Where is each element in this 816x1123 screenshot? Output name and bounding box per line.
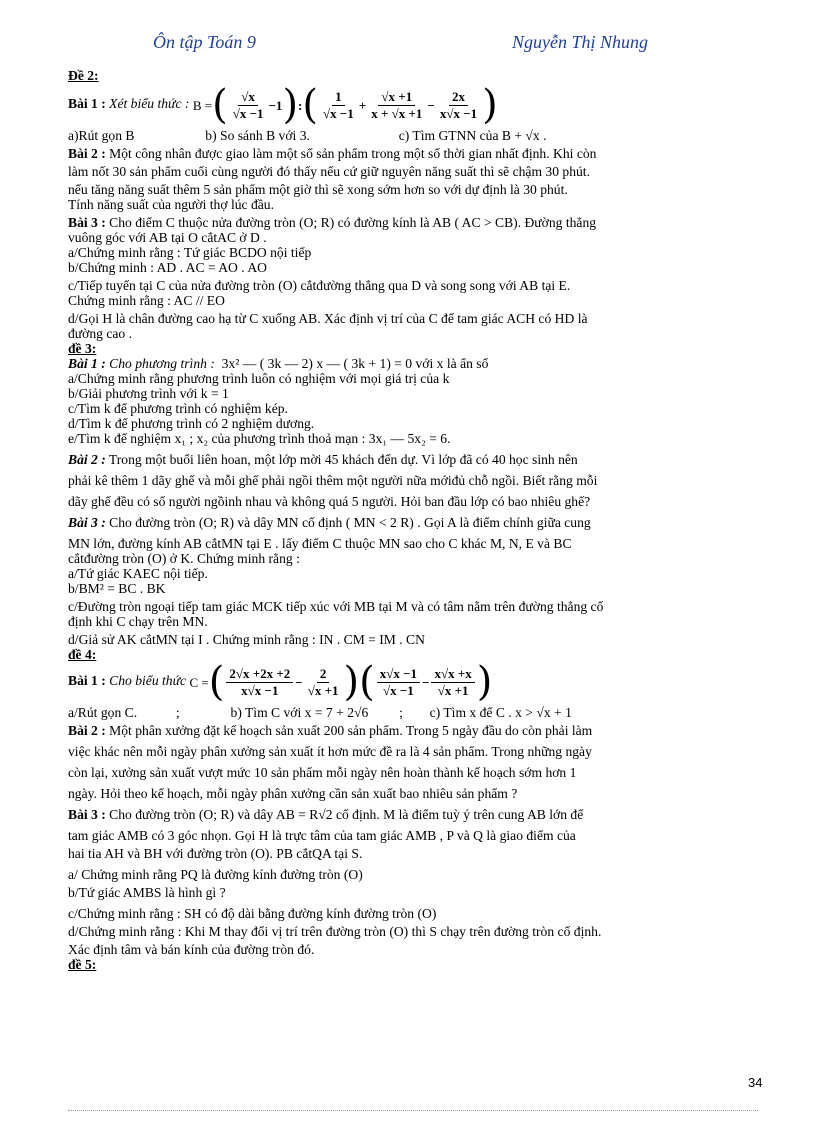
de3-bai3-line: c/Đường tròn ngoại tiếp tam giác MCK tiếp xúc với MB tại M và có tâm nằm trên đường thẳng cố xyxy=(68,599,604,614)
de4-bai2-line: ngày. Hỏi theo kế hoạch, mỗi ngày phân xưởng cần sản xuất bao nhiêu sản phẩm ? xyxy=(68,786,518,801)
de2-title: Đề 2: xyxy=(68,68,99,83)
footer-divider xyxy=(68,1110,758,1111)
de4-bai3-line: hai tia AH và BH với đường tròn (O). PB cắtQA tại S. xyxy=(68,846,363,861)
de4-bai3-line: d/Chứng minh rằng : Khi M thay đổi vị trí trên đường tròn (O) thì S chạy trên đường tròn cố định. xyxy=(68,924,602,939)
de3-bai3-line: định khi C chạy trên MN. xyxy=(68,614,208,629)
de3-bai1-line: d/Tìm k để phương trình có 2 nghiệm dương. xyxy=(68,416,315,431)
de3-bai3-line: d/Giả sử AK cắtMN tại I . Chứng minh rằng : IN . CM = IM . CN xyxy=(68,632,425,647)
de2-bai3-line: a/Chứng minh rằng : Tứ giác BCDO nội tiếp xyxy=(68,245,312,260)
de4-bai3-line: tam giác AMB có 3 góc nhọn. Gọi H là trực tâm của tam giác AMB , P và Q là giao điểm của xyxy=(68,828,576,843)
de2-bai1-questions: a)Rút gọn B b) So sánh B với 3. c) Tìm GTNN của B + √x . xyxy=(68,128,547,143)
de2-bai1-expression xyxy=(68,82,768,128)
formula-B: B = ( $\frac{√x}{√x -1}$ −1 ) : ( $\frac{1}{√x -1}$ + $\frac{√x +1}{x + √x +1}$ − $\frac{2x}{x√x -1}$ ) xyxy=(192,82,498,128)
de2-bai2-line: Bài 2 : Một công nhân được giao làm một số sản phẩm trong một số thời gian nhất định. Khi còn xyxy=(68,146,597,161)
de2-bai2-line: làm nốt 30 sản phẩm cuối cùng người đó thấy nếu cứ giữ nguyên năng suất thì sẽ chậm 30 phút. xyxy=(68,164,590,179)
page-header xyxy=(0,32,816,54)
de4-bai3-line: a/ Chứng minh rằng PQ là đường kính đường tròn (O) xyxy=(68,867,363,882)
de4-bai3-line: Bài 3 : Cho đường tròn (O; R) và dây AB = R√2 cố định. M là điểm tuỳ ý trên cung AB lớn để xyxy=(68,807,584,822)
de3-bai1-line: e/Tìm k để nghiệm x₁ ; x₂ của phương trình thoả mạn : 3x₁ — 5x₂ = 6. xyxy=(68,431,451,446)
de2-bai3-line: Chứng minh rằng : AC // EO xyxy=(68,293,225,308)
de4-bai3-line: b/Tứ giác AMBS là hình gì ? xyxy=(68,885,226,900)
de4-bai3-line: c/Chứng minh rằng : SH có độ dài bằng đường kính đường tròn (O) xyxy=(68,906,437,921)
de3-bai2-line: dãy ghế đều có số người ngồinh nhau và không quá 5 người. Hỏi ban đầu lớp có bao nhiêu ghế? xyxy=(68,494,591,509)
de3-bai1-line: c/Tìm k để phương trình có nghiệm kép. xyxy=(68,401,288,416)
de2-bai3-line: c/Tiếp tuyến tại C của nửa đường tròn (O) cắtđường thẳng qua D và song song với AB tại E. xyxy=(68,278,571,293)
bai-text: Xét biểu thức : xyxy=(109,96,190,112)
de4-bai2-line: còn lại, xưởng sản xuất vượt mức 10 sản phẩm mỗi ngày nên hoàn thành kế hoạch sớm hơn 1 xyxy=(68,765,577,780)
de2-bai2-line: Tính năng suất của người thợ lúc đầu. xyxy=(68,197,274,212)
de5-title: đề 5: xyxy=(68,957,97,972)
de2-bai3-line: vuông góc với AB tại O cắtAC ở D . xyxy=(68,230,267,245)
de2-bai2-line: nếu tăng năng suất thêm 5 sản phẩm một giờ thì sẽ xong sớm hơn so với dự định là 30 phút. xyxy=(68,182,568,197)
de2-bai3-line: đường cao . xyxy=(68,326,133,341)
de4-bai2-line: Bài 2 : Một phân xưởng đặt kế hoạch sản xuất 200 sản phẩm. Trong 5 ngày đầu do còn phải làm xyxy=(68,723,593,738)
de4-bai2-line: việc khác nên mỗi ngày phân xưởng sản xuất ít hơn mức đề ra là 4 sản phẩm. Trong những ngày xyxy=(68,744,592,759)
header-left-title: Ôn tập Toán 9 xyxy=(153,32,256,52)
de4-bai3-line: Xác định tâm và bán kính của đường tròn đó. xyxy=(68,942,315,957)
de3-bai2-line: Bài 2 : Trong một buổi liên hoan, một lớp mời 45 khách đến dự. Vì lớp đã có 40 học sinh nên xyxy=(68,452,578,467)
de3-bai3-line: b/BM² = BC . BK xyxy=(68,581,166,596)
de2-bai3-line: d/Gọi H là chân đường cao hạ từ C xuống AB. Xác định vị trí của C để tam giác ACH có HD là xyxy=(68,311,588,326)
page-number: 34 xyxy=(748,1075,763,1090)
de3-bai3-line: a/Tứ giác KAEC nội tiếp. xyxy=(68,566,208,581)
formula-C: C = ( $\frac{2√x +2x +2}{x√x -1}$ − $\frac{2}{√x +1}$ ) ( $\frac{x√x -1}{√x -1}$ − $\frac{x√x +x}{√x +1}$ ) xyxy=(189,659,493,705)
de3-bai1-line: a/Chứng minh rằng phương trình luôn có nghiệm với mọi giá trị của k xyxy=(68,371,450,386)
de2-bai3-line: b/Chứng minh : AD . AC = AO . AO xyxy=(68,260,267,275)
de2-bai3-line: Bài 3 : Cho điểm C thuộc nửa đường tròn (O; R) có đường kính là AB ( AC > CB). Đường thẳng xyxy=(68,215,597,230)
de3-bai3-line: cắtđường tròn (O) ở K. Chứng minh rằng : xyxy=(68,551,300,566)
de3-bai3-line: MN lớn, đường kính AB cắtMN tại E . lấy điểm C thuộc MN sao cho C khác M, N, E và BC xyxy=(68,536,572,551)
de3-bai3-line: Bài 3 : Cho đường tròn (O; R) và dây MN cố định ( MN < 2 R) . Gọi A là điểm chính giữa cung xyxy=(68,515,591,530)
de3-title: đề 3: xyxy=(68,341,97,356)
de4-title: đề 4: xyxy=(68,647,97,662)
bai-label: Bài 1 : xyxy=(68,96,106,112)
header-right-author: Nguyễn Thị Nhung xyxy=(512,32,649,52)
de3-bai1-line: Bài 1 : Cho phương trình : 3x² — ( 3k — 2) x — ( 3k + 1) = 0 với x là ẩn số xyxy=(68,356,489,371)
de3-bai2-line: phải kê thêm 1 dãy ghế và mỗi ghế phải ngồi thêm một người nữa mớiđủ chỗ ngồi. Biết rằng mỗi xyxy=(68,473,598,488)
de3-bai1-line: b/Giải phương trình với k = 1 xyxy=(68,386,229,401)
de4-bai1-questions: a/Rút gọn C. ; b) Tìm C với x = 7 + 2√6 ; c) Tìm x để C . x > √x + 1 xyxy=(68,705,572,720)
page-content xyxy=(68,68,768,972)
de4-bai1-expression: Bài 1 : Cho biểu thức C = ( $\frac{2√x +2x +2}{x√x -1}$ − $\frac{2}{√x +1}$ ) ( $\frac{x√x -1}{√x -1}$ − $\frac{x√x +x}{√x +1}$ ) xyxy=(68,659,493,705)
